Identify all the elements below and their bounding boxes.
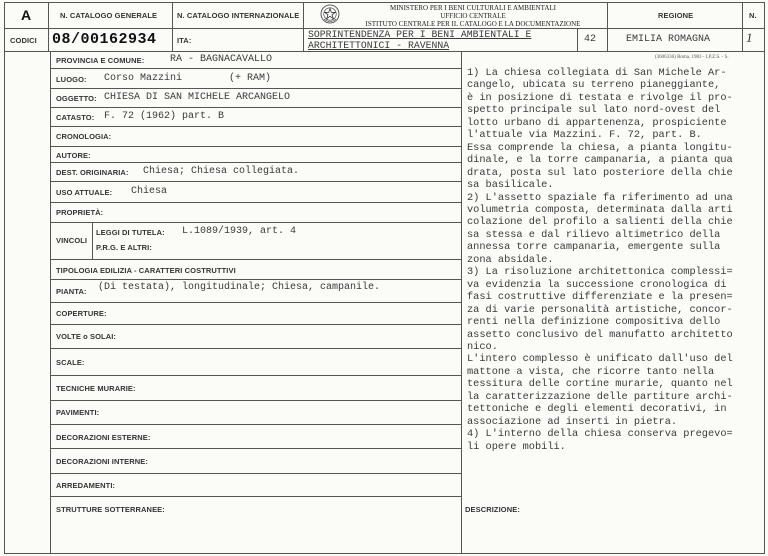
header-col-2 — [172, 2, 173, 51]
catasto-label: CATASTO: — [56, 113, 95, 122]
coperture-label: COPERTURE: — [56, 309, 107, 318]
tecniche-label: TECNICHE MURARIE: — [56, 384, 136, 393]
n-label: N. — [749, 11, 757, 20]
description-line: volumetria composta, determinata dalla arti — [467, 203, 733, 216]
description-line: sa basilicale. — [467, 179, 554, 192]
prg-label: P.R.G. E ALTRI: — [96, 243, 152, 252]
scale-label: SCALE: — [56, 358, 85, 367]
description-line: 1) La chiesa collegiata di San Michele Ar- — [467, 67, 727, 79]
description-line: assetto conclusivo del manufatto architetto — [467, 328, 733, 341]
row-line — [50, 222, 461, 223]
description-line: zona absidale. — [467, 253, 554, 266]
row-line — [50, 279, 461, 280]
catalog-number: 08/00162934 — [52, 31, 157, 48]
luogo-label: LUOGO: — [56, 75, 87, 84]
dest-label: DEST. ORIGINARIA: — [56, 168, 129, 177]
section-letter: A — [20, 7, 32, 23]
description-line: tettoniche e degli elementi decorativi, in — [467, 403, 727, 416]
description-line: za di varie personalità artistiche, concor- — [467, 303, 733, 316]
pianta-label: PIANTA: — [56, 287, 87, 296]
description-line: dinale, e la torre campanaria, a pianta qua — [467, 154, 733, 167]
codici-label: CODICI — [10, 36, 37, 45]
autore-label: AUTORE: — [56, 151, 91, 160]
catasto-value: F. 72 (1962) part. B — [104, 111, 225, 122]
volte-label: VOLTE o SOLAI: — [56, 332, 117, 341]
description-line: Essa comprende la chiesa, a pianta longitu- — [467, 141, 733, 154]
proprieta-label: PROPRIETÀ: — [56, 208, 104, 217]
frame-right — [764, 2, 765, 554]
row-line — [50, 473, 461, 474]
n-value: 1 — [746, 30, 753, 45]
uso-value: Chiesa — [131, 186, 168, 197]
header-col-3 — [303, 2, 304, 51]
row-line — [50, 302, 461, 303]
cronologia-label: CRONOLOGIA: — [56, 132, 112, 141]
row-line — [50, 496, 461, 497]
provincia-value: RA - BAGNACAVALLO — [170, 54, 273, 65]
uso-label: USO ATTUALE: — [56, 188, 113, 197]
soprintendenza-line-2: ARCHITETTONICI - RAVENNA — [308, 40, 450, 51]
header-col-1 — [48, 2, 49, 51]
luogo-extra: (+ RAM) — [229, 73, 272, 84]
description-line: 4) L'interno della chiesa conserva pregevo= — [467, 428, 733, 441]
oggetto-label: OGGETTO: — [56, 94, 97, 103]
description-line: mattone a vista, che ricorre tanto nella — [467, 365, 715, 378]
row-line — [50, 107, 461, 108]
frame-top — [4, 2, 764, 3]
frame-bottom — [4, 553, 764, 554]
oggetto-value: CHIESA DI SAN MICHELE ARCANGELO — [104, 92, 291, 103]
arredamenti-label: ARREDAMENTI: — [56, 481, 116, 490]
description-line: L'intero complesso è unificato dall'uso del — [467, 353, 733, 366]
row-line — [50, 88, 461, 89]
row-line — [50, 348, 461, 349]
section-cell — [4, 2, 48, 28]
dest-value: Chiesa; Chiesa collegiata. — [143, 166, 300, 177]
ministry-header — [342, 4, 604, 28]
ministry-line-3: ISTITUTO CENTRALE PER IL CATALOGO E LA DOCUMENTAZIONE — [365, 20, 581, 28]
header-col-6 — [742, 2, 743, 51]
ita-label: ITA: — [177, 36, 192, 45]
luogo-value: Corso Mazzini — [104, 73, 183, 84]
description-text — [467, 67, 759, 453]
ministry-line-1: MINISTERO PER I BENI CULTURALI E AMBIENTALI — [389, 4, 556, 12]
description-divider — [461, 51, 462, 553]
description-line: colazione del profilo a salienti della chie — [467, 216, 733, 229]
pavimenti-label: PAVIMENTI: — [56, 408, 100, 417]
row-line — [50, 448, 461, 449]
decorazioni-interne-label: DECORAZIONI INTERNE: — [56, 457, 148, 466]
description-line: drata, posta sul lato posteriore della chie — [467, 166, 733, 179]
description-line: 2) L'assetto spaziale fa riferimento ad una — [467, 191, 733, 204]
vincoli-label: VINCOLI — [56, 236, 88, 245]
row-line — [50, 259, 461, 260]
leggi-label: LEGGI DI TUTELA: — [96, 228, 165, 237]
description-line: sa stessa e dal rilievo altimetrico della — [467, 228, 721, 241]
italian-republic-emblem-icon — [320, 4, 340, 24]
leggi-value: L.1089/1939, art. 4 — [182, 226, 297, 237]
cat-generale-label: N. CATALOGO GENERALE — [60, 11, 158, 20]
soprintendenza-line-1: SOPRINTENDENZA PER I BENI AMBIENTALI E — [308, 29, 532, 40]
code-42: 42 — [584, 34, 597, 45]
description-line: associazione ad inserti in pietra. — [467, 415, 678, 428]
description-line: 3) La risoluzione architettonica complessi= — [467, 266, 733, 279]
row-line — [50, 375, 461, 376]
description-line: nico. — [467, 340, 498, 353]
row-line — [50, 68, 461, 69]
description-line: fasi costruttive differenziate e la presen= — [467, 291, 733, 304]
vincoli-divider — [92, 222, 93, 259]
strutture-label: STRUTTURE SOTTERRANEE: — [56, 505, 165, 514]
decorazioni-esterne-label: DECORAZIONI ESTERNE: — [56, 433, 151, 442]
header-col-4 — [577, 28, 578, 51]
description-line: renti nella definizione compositiva dello — [467, 316, 721, 329]
description-line: va evidenzia la successione cronologica di — [467, 278, 727, 291]
row-line — [50, 146, 461, 147]
descrizione-label: DESCRIZIONE: — [465, 505, 520, 514]
description-line: è in posizione di testata e rivolge il pro- — [467, 91, 733, 104]
frame-left — [4, 2, 5, 554]
row-line — [50, 181, 461, 182]
header-col-5 — [607, 2, 608, 51]
description-line: lotto urbano di appartenenza, prospiciente — [467, 116, 727, 129]
row-line — [50, 126, 461, 127]
regione-value: EMILIA ROMAGNA — [626, 34, 711, 45]
ministry-line-2: UFFICIO CENTRALE — [440, 12, 506, 20]
row-line — [50, 162, 461, 163]
pianta-value: (Di testata), longitudinale; Chiesa, campanile. — [98, 282, 381, 293]
provincia-label: PROVINCIA E COMUNE: — [56, 56, 145, 65]
description-line: la caratterizzazione delle partiture archi- — [467, 390, 733, 403]
codici-divider — [4, 51, 764, 52]
description-line: annessa torre campanaria, emergente sulla — [467, 241, 721, 254]
cat-internazionale-label: N. CATALOGO INTERNAZIONALE — [177, 11, 300, 20]
print-code: (3606336) Roma, 1983 - I.P.Z.S. - S. — [655, 55, 729, 60]
row-line — [50, 424, 461, 425]
row-line — [50, 400, 461, 401]
description-line: cangelo, ubicata su terreno pianeggiante, — [467, 79, 721, 92]
row-line — [50, 324, 461, 325]
row-line — [50, 202, 461, 203]
description-line: spetto principale sul lato nord-ovest del — [467, 104, 721, 117]
description-line: l'attuale via Mazzini. F. 72, part. B. — [467, 129, 702, 142]
description-line: li opere mobili. — [467, 440, 566, 453]
regione-label: REGIONE — [658, 11, 694, 20]
tipologia-label: TIPOLOGIA EDILIZIA - CARATTERI COSTRUTTIVI — [56, 266, 236, 275]
description-line: tessitura delle cortine murarie, quanto nel — [467, 378, 733, 391]
